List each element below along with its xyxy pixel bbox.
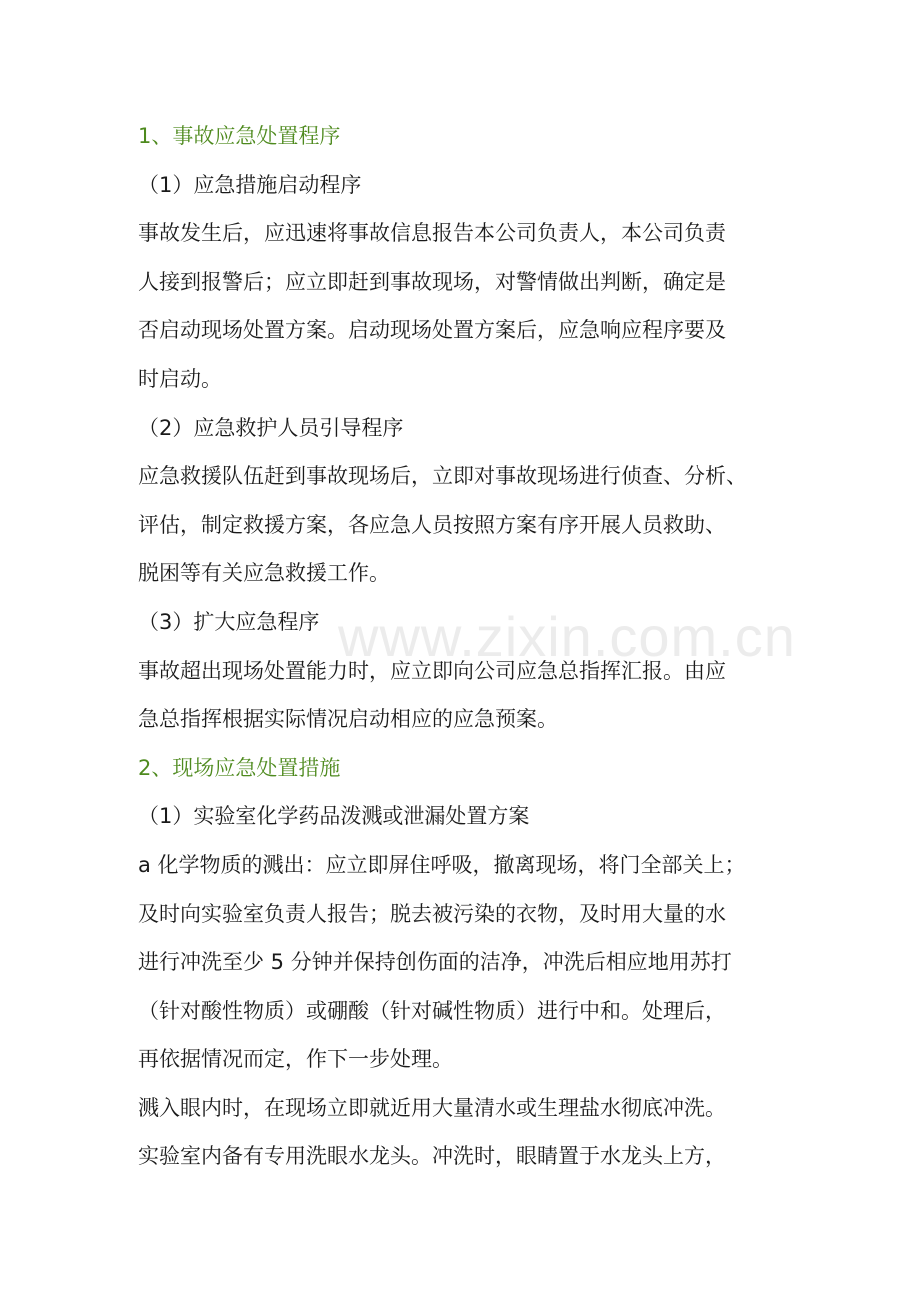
subsection-1-1-heading: （1）应急措施启动程序 xyxy=(138,172,362,197)
subsection-1-2-heading: （2）应急救护人员引导程序 xyxy=(138,415,404,440)
paragraph-line: 及时向实验室负责人报告；脱去被污染的衣物，及时用大量的水 xyxy=(138,901,726,926)
paragraph-line: 否启动现场处置方案。启动现场处置方案后，应急响应程序要及 xyxy=(138,318,726,343)
paragraph-line: 事故超出现场处置能力时，应立即向公司应急总指挥汇报。由应 xyxy=(138,658,726,683)
paragraph-line: 进行冲洗至少 5 分钟并保持创伤面的洁净，冲洗后相应地用苏打 xyxy=(138,950,732,975)
paragraph-line: 应急救援队伍赶到事故现场后，立即对事故现场进行侦查、分析、 xyxy=(138,464,747,489)
paragraph-line: （针对酸性物质）或硼酸（针对碱性物质）进行中和。处理后， xyxy=(138,998,726,1023)
document-body xyxy=(138,112,803,1181)
paragraph-line: 评估，制定救援方案，各应急人员按照方案有序开展人员救助、 xyxy=(138,512,726,537)
paragraph-line: 脱困等有关应急救援工作。 xyxy=(138,561,390,586)
paragraph-line: 人接到报警后；应立即赶到事故现场，对警情做出判断，确定是 xyxy=(138,269,726,294)
section-1-heading: 1、事故应急处置程序 xyxy=(138,124,341,148)
paragraph-line: 时启动。 xyxy=(138,366,222,391)
paragraph-line: 实验室内备有专用洗眼水龙头。冲洗时，眼睛置于水龙头上方， xyxy=(138,1144,726,1169)
paragraph-line: 事故发生后，应迅速将事故信息报告本公司负责人，本公司负责 xyxy=(138,221,726,246)
paragraph-line: 再依据情况而定，作下一步处理。 xyxy=(138,1047,453,1072)
section-2-heading: 2、现场应急处置措施 xyxy=(138,755,341,780)
paragraph-line: 溅入眼内时，在现场立即就近用大量清水或生理盐水彻底冲洗。 xyxy=(138,1095,726,1120)
watermark: www.zixin.com.cn xyxy=(338,605,796,668)
paragraph-line: 急总指挥根据实际情况启动相应的应急预案。 xyxy=(138,707,558,732)
paragraph-line: a 化学物质的溅出：应立即屏住呼吸，撤离现场，将门全部关上； xyxy=(138,852,746,877)
subsection-1-3-heading: （3）扩大应急程序 xyxy=(138,609,320,634)
subsection-2-1-heading: （1）实验室化学药品泼溅或泄漏处置方案 xyxy=(138,804,530,829)
